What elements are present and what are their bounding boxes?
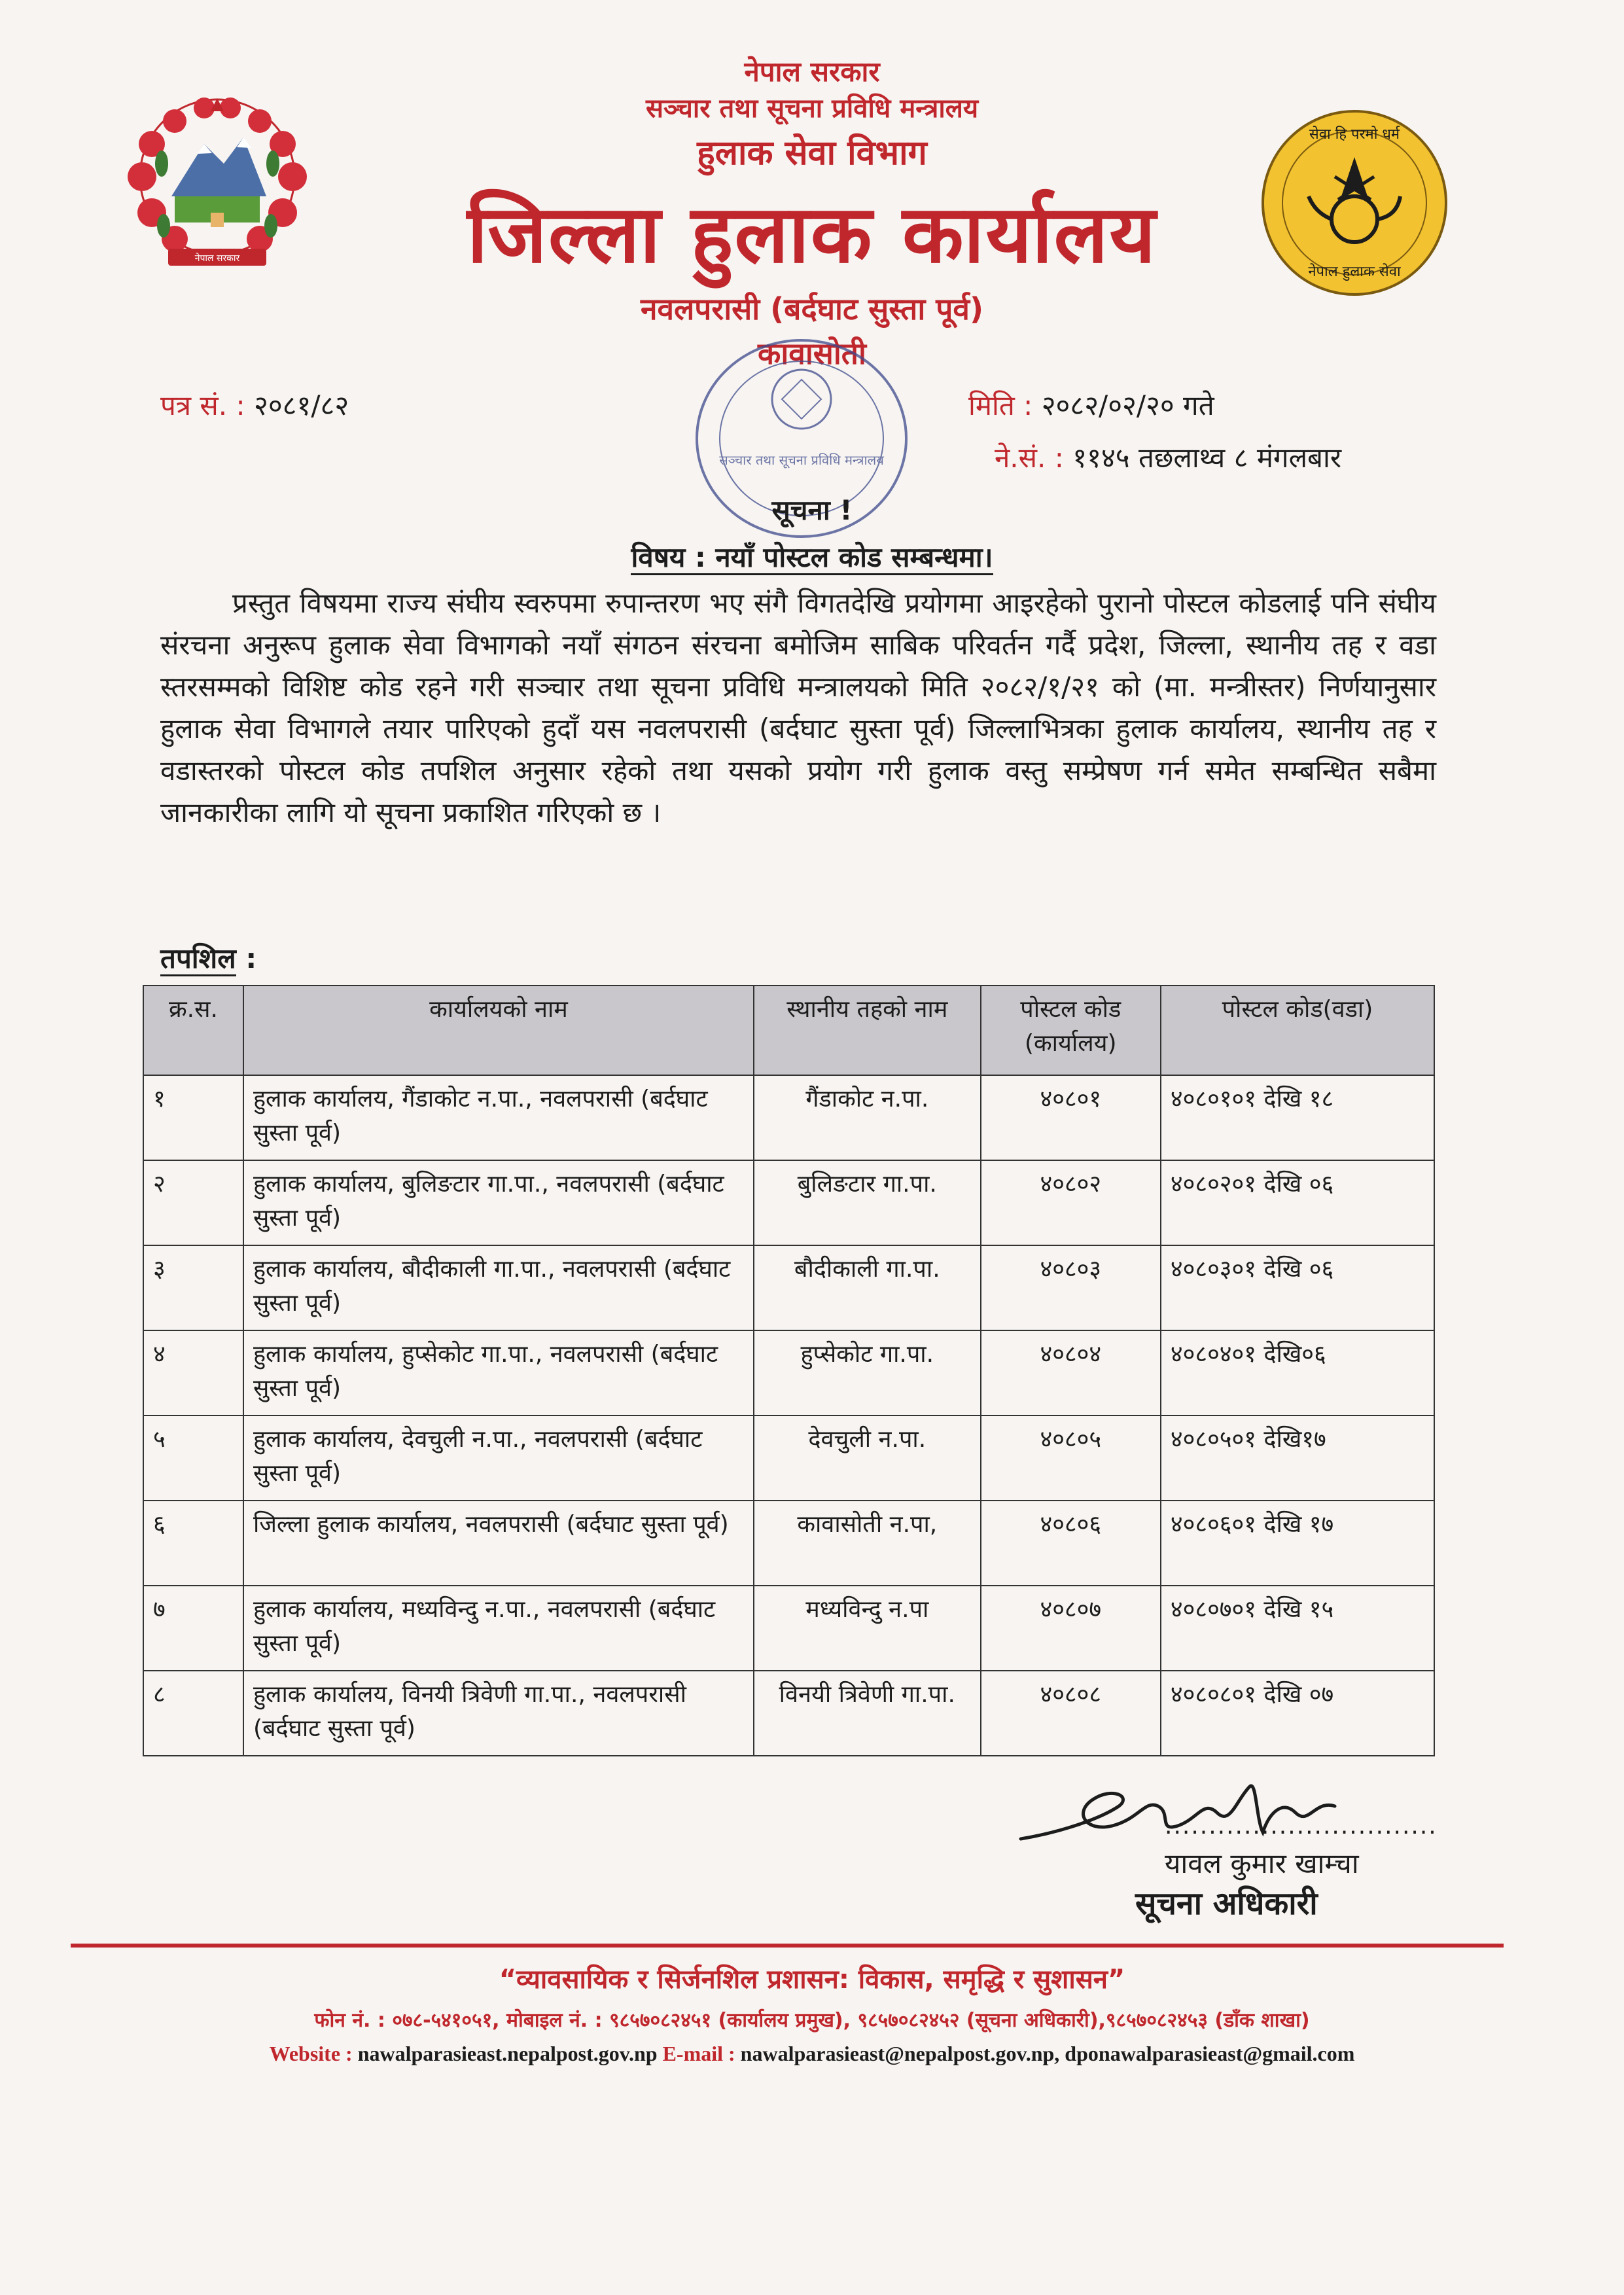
cell-sn: ८ <box>143 1671 243 1756</box>
letter-date: मिति : २०८२/०२/२० गते <box>968 389 1214 421</box>
table-row <box>143 1075 1434 1160</box>
notice-body: प्रस्तुत विषयमा राज्य संघीय स्वरुपमा रुपान्तरण भए संगै विगतदेखि प्रयोगमा आइरहेको पुरानो पोस्टल कोडलाई पनि संघीय संरचना अनुरूप हुलाक सेवा विभागको नयाँ संगठन संरचना बमोजिम साबिक परिवर्तन गर्दै प्रदेश, जिल्ला, स्थानीय तह र वडा स्तरसम्मको विशिष्ट कोड रहने गरी सञ्चार तथा सूचना प्रविधि मन्त्रालयको मिति २०८२/१/२१ को (मा. मन्त्रीस्तर) निर्णयानुसार हुलाक सेवा विभागले तयार पारिएको हुदाँ यस नवलपरासी (बर्दघाट सुस्ता पूर्व) जिल्लाभित्रका हुलाक कार्यालय, स्थानीय तह र वडास्तरको पोस्टल कोड तपशिल अनुसार रहेको तथा यसको प्रयोग गरी हुलाक वस्तु सम्प्रेषण गर्न समेत सम्बन्धित सबैमा जानकारीका लागि यो सूचना प्रकाशित गरिएको छ । <box>160 587 1436 828</box>
cell-office: हुलाक कार्यालय, हुप्सेकोट गा.पा., नवलपरासी (बर्दघाट सुस्ता पूर्व) <box>243 1330 754 1415</box>
notice-title: सूचना ! <box>771 494 853 526</box>
cell-code: ४०८०८ <box>981 1671 1161 1756</box>
col-header-office: कार्यालयको नाम <box>243 986 754 1075</box>
cell-sn: २ <box>143 1160 243 1245</box>
cell-sn: ६ <box>143 1501 243 1586</box>
cell-sn: ३ <box>143 1245 243 1330</box>
col-header-local: स्थानीय तहको नाम <box>754 986 981 1075</box>
header-office-name: जिल्ला हुलाक कार्यालय <box>467 188 1157 281</box>
footer-slogan: “व्यावसायिक र सिर्जनशिल प्रशासन: विकास, समृद्धि र सुशासन” <box>499 1965 1125 1995</box>
cell-local: देवचुली न.पा. <box>754 1415 981 1501</box>
table-row <box>143 1586 1434 1671</box>
cell-local: गैंडाकोट न.पा. <box>754 1075 981 1160</box>
footer-contacts: फोन नं. : ०७८-५४१०५१, मोबाइल नं. : ९८५७०८२४५१ (कार्यालय प्रमुख), ९८५७०८२४५२ (सूचना अधिकारी),९८५७०८२४५३ (डाँक शाखा) <box>314 2009 1310 2032</box>
table-row <box>143 1501 1434 1586</box>
cell-sn: ५ <box>143 1415 243 1501</box>
svg-text:नेपाल हुलाक सेवा: नेपाल हुलाक सेवा <box>1308 264 1401 280</box>
signatory-name: यावल कुमार खाम्चा <box>1165 1847 1359 1879</box>
header-department: हुलाक सेवा विभाग <box>697 133 927 173</box>
table-header-row <box>143 986 1434 1075</box>
cell-local: कावासोती न.पा, <box>754 1501 981 1586</box>
cell-ward: ४०८०१०१ देखि १८ <box>1161 1075 1434 1160</box>
table-row <box>143 1330 1434 1415</box>
nepal-sambat-date: ने.सं. : ११४५ तछलाथ्व ८ मंगलबार <box>995 442 1342 474</box>
header-district: नवलपरासी (बर्दघाट सुस्ता पूर्व) <box>640 291 984 327</box>
details-heading: तपशिल : <box>160 939 256 976</box>
website-link[interactable]: nawalparasieast.nepalpost.gov.np <box>357 2042 658 2065</box>
cell-code: ४०८०२ <box>981 1160 1161 1245</box>
signature-line: ............................... <box>1165 1813 1438 1840</box>
table-row <box>143 1671 1434 1756</box>
cell-sn: ४ <box>143 1330 243 1415</box>
cell-local: हुप्सेकोट गा.पा. <box>754 1330 981 1415</box>
table-row <box>143 1160 1434 1245</box>
table-row <box>143 1415 1434 1501</box>
cell-local: बुलिङटार गा.पा. <box>754 1160 981 1245</box>
cell-office: हुलाक कार्यालय, विनयी त्रिवेणी गा.पा., नवलपरासी (बर्दघाट सुस्ता पूर्व) <box>243 1671 754 1756</box>
website-label: Website : <box>269 2042 353 2065</box>
postal-code-table <box>143 985 1435 1756</box>
cell-ward: ४०८०४०१ देखि०६ <box>1161 1330 1434 1415</box>
subject-line: विषय : नयाँ पोस्टल कोड सम्बन्धमा। <box>0 538 1624 575</box>
cell-office: हुलाक कार्यालय, बुलिङटार गा.पा., नवलपरासी (बर्दघाट सुस्ता पूर्व) <box>243 1160 754 1245</box>
col-header-ward: पोस्टल कोड(वडा) <box>1161 986 1434 1075</box>
cell-code: ४०८०३ <box>981 1245 1161 1330</box>
signatory-title: सूचना अधिकारी <box>1135 1885 1318 1922</box>
cell-code: ४०८०७ <box>981 1586 1161 1671</box>
svg-text:नेपाल सरकार: नेपाल सरकार <box>194 253 240 264</box>
cell-ward: ४०८०८०१ देखि ०७ <box>1161 1671 1434 1756</box>
cell-ward: ४०८०५०१ देखि१७ <box>1161 1415 1434 1501</box>
email-label: E-mail : <box>662 2042 735 2065</box>
header-ministry: सञ्चार तथा सूचना प्रविधि मन्त्रालय <box>645 94 979 124</box>
cell-sn: ७ <box>143 1586 243 1671</box>
cell-office: हुलाक कार्यालय, देवचुली न.पा., नवलपरासी (बर्दघाट सुस्ता पूर्व) <box>243 1415 754 1501</box>
cell-ward: ४०८०३०१ देखि ०६ <box>1161 1245 1434 1330</box>
header-government: नेपाल सरकार <box>744 56 880 88</box>
cell-code: ४०८०५ <box>981 1415 1161 1501</box>
svg-text:सञ्चार तथा सूचना प्रविधि मन्त्: सञ्चार तथा सूचना प्रविधि मन्त्रालय <box>719 452 884 468</box>
cell-ward: ४०८०७०१ देखि १५ <box>1161 1586 1434 1671</box>
footer-divider <box>71 1944 1504 1948</box>
cell-office: जिल्ला हुलाक कार्यालय, नवलपरासी (बर्दघाट सुस्ता पूर्व) <box>243 1501 754 1586</box>
col-header-code: पोस्टल कोड (कार्यालय) <box>981 986 1161 1075</box>
cell-office: हुलाक कार्यालय, मध्यविन्दु न.पा., नवलपरासी (बर्दघाट सुस्ता पूर्व) <box>243 1586 754 1671</box>
table-row <box>143 1245 1434 1330</box>
cell-code: ४०८०१ <box>981 1075 1161 1160</box>
cell-office: हुलाक कार्यालय, बौदीकाली गा.पा., नवलपरासी (बर्दघाट सुस्ता पूर्व) <box>243 1245 754 1330</box>
svg-text:सेवा हि परमो धर्म: सेवा हि परमो धर्म <box>1309 126 1400 143</box>
col-header-sn: क्र.स. <box>143 986 243 1075</box>
cell-ward: ४०८०६०१ देखि १७ <box>1161 1501 1434 1586</box>
cell-code: ४०८०६ <box>981 1501 1161 1586</box>
email-link[interactable]: nawalparasieast@nepalpost.gov.np, dponawalparasieast@gmail.com <box>740 2042 1355 2065</box>
cell-local: बौदीकाली गा.पा. <box>754 1245 981 1330</box>
cell-code: ४०८०४ <box>981 1330 1161 1415</box>
header-city: कावासोती <box>758 336 866 371</box>
cell-local: मध्यविन्दु न.पा <box>754 1586 981 1671</box>
cell-local: विनयी त्रिवेणी गा.पा. <box>754 1671 981 1756</box>
cell-sn: १ <box>143 1075 243 1160</box>
footer-web-email <box>0 2042 1624 2066</box>
letter-number: पत्र सं. : २०८१/८२ <box>160 389 349 421</box>
cell-ward: ४०८०२०१ देखि ०६ <box>1161 1160 1434 1245</box>
cell-office: हुलाक कार्यालय, गैंडाकोट न.पा., नवलपरासी (बर्दघाट सुस्ता पूर्व) <box>243 1075 754 1160</box>
